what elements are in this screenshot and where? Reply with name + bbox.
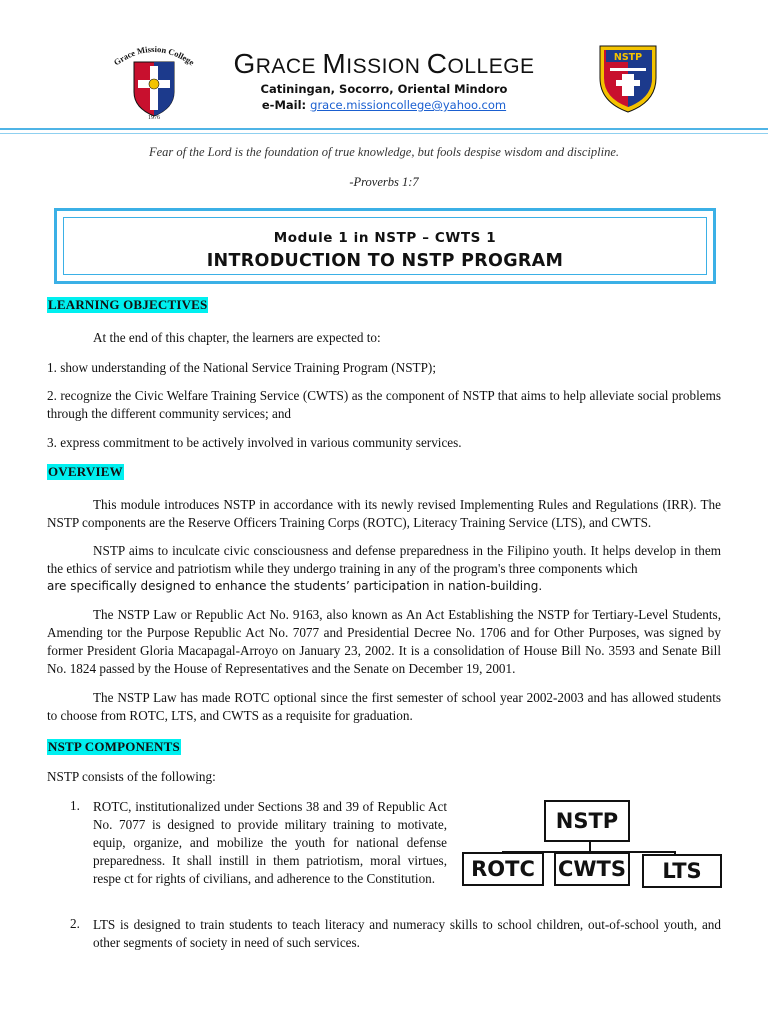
overview-paragraph-2-end: are specifically designed to enhance the students’ participation in nation-building.	[47, 579, 543, 593]
component-number-1: 1.	[70, 798, 80, 813]
objective-item-3: 3. express commitment to be actively involved in various community services.	[47, 435, 462, 450]
email-line	[200, 98, 568, 112]
component-item-lts: LTS is designed to train students to teach literacy and numeracy skills to school children, out-of-school youth, and other segments of society in need of such services.	[93, 917, 721, 950]
college-name-ission: ISSION	[346, 55, 427, 78]
objectives-intro: At the end of this chapter, the learners are expected to:	[93, 330, 381, 345]
seal-arc-text: Grace Mission College	[111, 43, 197, 68]
seal-year: 1976	[148, 115, 160, 120]
module-title-inner-frame	[63, 217, 707, 275]
module-title-box	[54, 208, 716, 284]
overview-paragraph-2: NSTP aims to inculcate civic consciousness and defense preparedness in the Filipino youth. It helps develop in them the ethics of service and patriotism while they undergo training in any of the program's three components which	[47, 543, 721, 576]
college-name-g: G	[233, 48, 256, 79]
diagram-node-lts: LTS	[642, 854, 722, 888]
components-intro: NSTP consists of the following:	[47, 769, 216, 784]
email-link[interactable]: grace.missioncollege@yahoo.com	[310, 98, 507, 112]
objective-item-1: 1. show understanding of the National Service Training Program (NSTP);	[47, 360, 436, 375]
nstp-components-heading: NSTP COMPONENTS	[48, 739, 180, 754]
diagram-node-nstp: NSTP	[544, 800, 630, 842]
header-divider-thin	[0, 133, 768, 134]
overview-paragraph-4: The NSTP Law has made ROTC optional since the first semester of school year 2002-2003 and has allowed students to choose from ROTC, LTS, and CWTS as a requisite for graduation.	[47, 690, 721, 723]
header-divider	[0, 128, 768, 130]
college-name-race: RACE	[255, 55, 323, 78]
email-label: e-Mail:	[261, 98, 311, 112]
objective-item-2: 2. recognize the Civic Welfare Training Service (CWTS) as the component of NSTP that aims to help alleviate social problems through the different community services; and	[47, 388, 721, 421]
epigraph-quote: Fear of the Lord is the foundation of true knowledge, but fools despise wisdom and discipline.	[149, 145, 619, 159]
college-seal-logo	[106, 36, 202, 120]
component-number-2: 2.	[70, 916, 80, 931]
college-name	[200, 48, 568, 80]
letterhead	[0, 0, 768, 125]
epigraph-reference: -Proverbs 1:7	[349, 175, 419, 189]
module-title: INTRODUCTION TO NSTP PROGRAM	[206, 251, 564, 271]
college-name-m: M	[322, 48, 347, 79]
learning-objectives-heading: LEARNING OBJECTIVES	[48, 297, 208, 312]
college-address: Catiningan, Socorro, Oriental Mindoro	[260, 82, 508, 96]
overview-paragraph-3: The NSTP Law or Republic Act No. 9163, also known as An Act Establishing the NSTP for Tertiary-Level Students, Amending tor the Purpose Republic Act No. 7077 and Presidential Decree No. 1706 and for Other Purposes, was signed by former President Gloria Macapagal-Arroyo on January 23, 2002. It is a consolidation of House Bill No. 3593 and Senate Bill No. 1824 passed by the House of Representatives and the Senate on December 19, 2001.	[47, 607, 721, 676]
diagram-node-cwts: CWTS	[554, 852, 630, 886]
component-item-rotc: ROTC, institutionalized under Sections 38 and 39 of Republic Act No. 7077 is designed to provide military training to motivate, equip, organize, and mobilize the youth for national defense preparedness. It shall instill in them patriotism, moral virtues, respe ct for rights of civilians, and adherence to the Constitution.	[93, 799, 447, 886]
diagram-node-rotc: ROTC	[462, 852, 544, 886]
nstp-components-diagram	[462, 796, 724, 888]
nstp-shield-logo	[596, 42, 660, 114]
overview-paragraph-1: This module introduces NSTP in accordance with its newly revised Implementing Rules and Regulations (IRR). The NSTP components are the Reserve Officers Training Corps (ROTC), Literacy Training Service (LTS), and CWTS.	[47, 497, 721, 530]
college-name-c: C	[426, 48, 448, 79]
module-subtitle: Module 1 in NSTP – CWTS 1	[273, 230, 497, 246]
overview-heading: OVERVIEW	[48, 464, 123, 479]
college-name-ollege: OLLEGE	[447, 55, 535, 78]
nstp-logo-text: NSTP	[613, 52, 643, 63]
